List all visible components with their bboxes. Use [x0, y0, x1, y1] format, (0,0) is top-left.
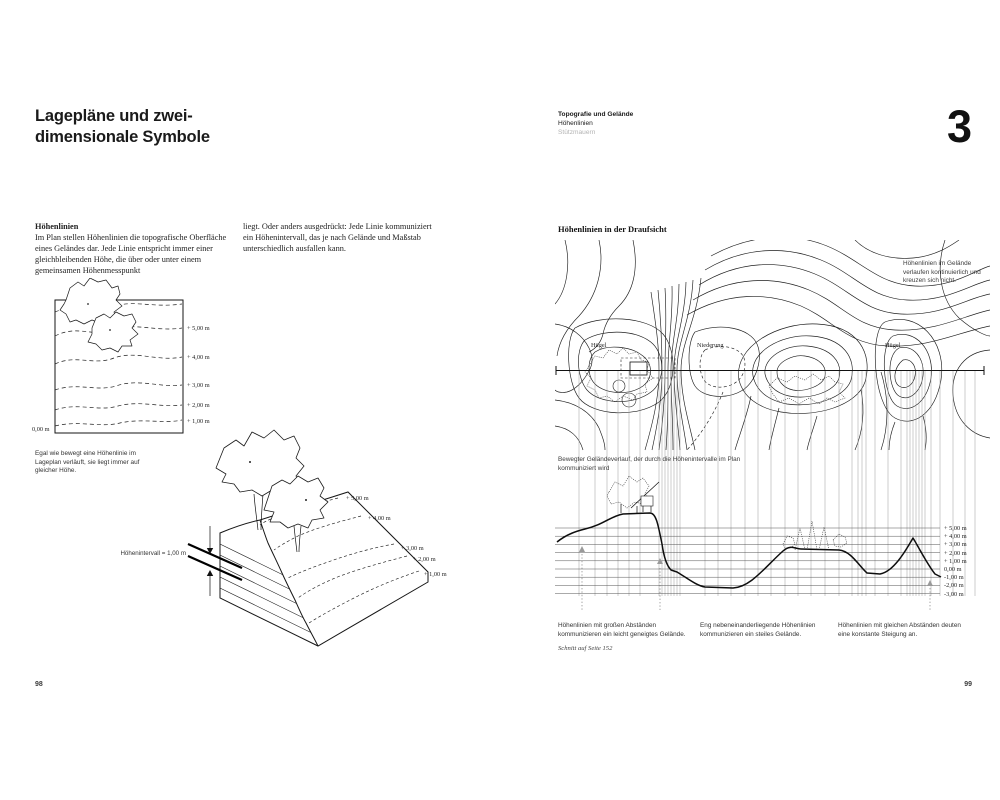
block-label-3m: + 3,00 m — [401, 545, 424, 552]
hill-right-label: Hügel — [885, 342, 901, 349]
plan-label-1m: + 1,00 m — [187, 418, 210, 425]
block-elevation-labels — [346, 495, 447, 578]
caption-constant-slope: Höhenlinien mit gleichen Abständen deuten eine konstante Steigung an. — [838, 622, 961, 638]
plan-diagram-caption: Egal wie bewegt eine Höhenlinie im Lageplan verläuft, sie liegt immer auf gleicher Höhe. — [35, 450, 140, 475]
plan-tree-canopies — [60, 278, 138, 352]
running-head-section: Höhenlinien — [558, 120, 593, 127]
block-label-1m: + 1,00 m — [424, 571, 447, 578]
page-number-right: 99 — [964, 681, 972, 688]
elev-label-m3: -3,00 m — [944, 591, 964, 598]
plan-label-2m: + 2,00 m — [187, 402, 210, 409]
section-elevation-labels — [944, 525, 967, 598]
section-cut-line — [556, 366, 984, 375]
section-intro: Bewegter Geländeverlauf, der durch die Höhenintervalle im Plan kommuniziert wird — [558, 456, 741, 472]
contour-plan-and-section — [555, 240, 990, 610]
caption-gentle-slope — [558, 622, 692, 654]
intro-column-2 — [243, 222, 443, 255]
plan-label-0m: 0,00 m — [32, 426, 50, 433]
page-title-line2: dimensionale Symbole — [35, 128, 210, 146]
elev-label-p1: + 1,00 m — [944, 558, 967, 565]
intro-column-1 — [35, 222, 235, 277]
terrain-profile — [557, 513, 941, 588]
height-interval-annotation — [120, 526, 242, 596]
block-label-2m: + 2,00 m — [413, 556, 436, 563]
plan-tree-clusters — [585, 348, 845, 407]
running-head-next: Stützmauern — [558, 129, 596, 136]
intro-text-1: Im Plan stellen Höhenlinien die topografische Oberfläche eines Geländes dar. Jede Linie entspricht immer einer gleichbleibenden Höhe, die über oder unter einem gemeinsamen Höhenmesspunkt — [35, 232, 227, 275]
depression-label: Niederung — [697, 342, 724, 349]
terrain-block-diagram — [110, 428, 470, 663]
plan-annotation: Höhenlinien im Gelände verlaufen kontinuierlich und kreuzen sich nicht. — [903, 260, 981, 285]
page-number-left: 98 — [35, 681, 43, 688]
plan-label-3m: + 3,00 m — [187, 382, 210, 389]
elev-label-m2: -2,00 m — [944, 582, 964, 589]
page-title — [35, 106, 210, 148]
chapter-number: 3 — [946, 101, 972, 152]
elev-label-0: 0,00 m — [944, 566, 962, 573]
page-title-line1: Lagepläne und zwei- — [35, 107, 193, 125]
interval-label: Höhenintervall = 1,00 m — [120, 550, 186, 557]
block-label-5m: + 5,00 m — [346, 495, 369, 502]
intro-heading: Höhenlinien — [35, 222, 79, 231]
plan-label-5m: + 5,00 m — [187, 325, 210, 332]
block-outline — [220, 492, 428, 646]
elev-label-p4: + 4,00 m — [944, 533, 967, 540]
projection-lines — [579, 371, 975, 596]
running-head-chapter: Topografie und Gelände — [558, 111, 634, 118]
section-heading: Höhenlinien in der Draufsicht — [558, 224, 667, 234]
block-label-4m: + 4,00 m — [368, 515, 391, 522]
profile-trees-left — [607, 476, 659, 513]
elev-label-p2: + 2,00 m — [944, 550, 967, 557]
caption-gentle-note: Schnitt auf Seite 152 — [558, 645, 613, 653]
elev-label-m1: -1,00 m — [944, 574, 964, 581]
elev-label-p5: + 5,00 m — [944, 525, 967, 532]
elev-label-p3: + 3,00 m — [944, 541, 967, 548]
hill-left-label: Hügel — [591, 342, 607, 349]
caption-steep-slope: Eng nebeneinanderliegende Höhenlinien kommunizieren ein steiles Gelände. — [700, 622, 816, 638]
intro-text-2: liegt. Oder anders ausgedrückt: Jede Linie kommuniziert ein Höhenintervall, das je nach Gelände und Maßstab unterschiedlich ausfallen kann. — [243, 222, 432, 253]
plan-label-4m: + 4,00 m — [187, 354, 210, 361]
running-head — [558, 110, 633, 137]
plan-contour-diagram — [30, 278, 230, 440]
caption-gentle-text: Höhenlinien mit großen Abständen kommunizieren ein leicht geneigtes Gelände. — [558, 622, 686, 638]
block-cut-silhouette — [260, 520, 318, 646]
block-trees — [216, 430, 328, 552]
profile-trees-middle — [783, 521, 847, 550]
plan-view-labels — [591, 342, 901, 349]
section-markers — [579, 546, 952, 610]
